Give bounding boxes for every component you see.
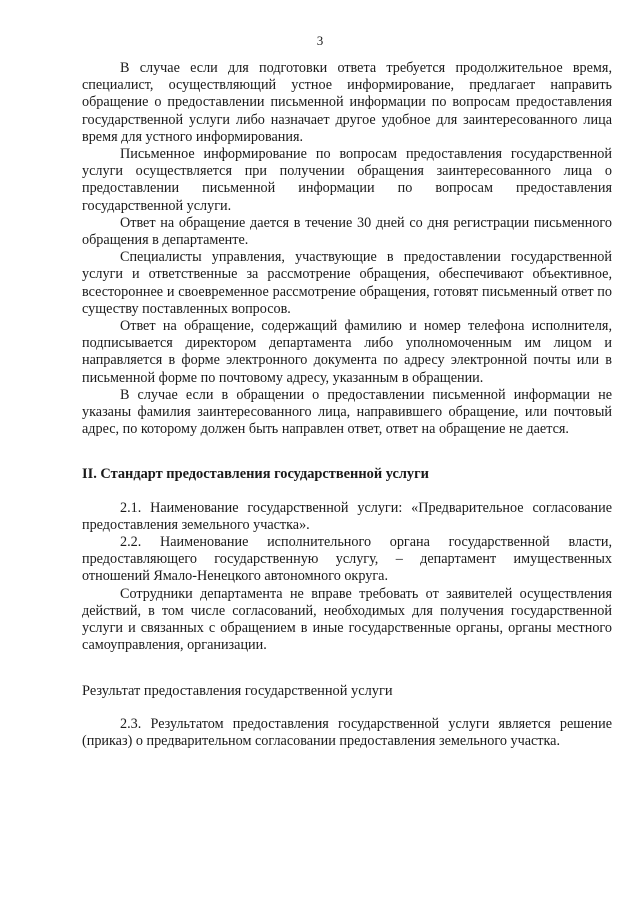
subsection-heading: Результат предоставления государственной услуги bbox=[82, 682, 393, 699]
paragraph: 2.3. Результатом предоставления государственной услуги является решение (приказ) о предварительном согласовании предоставления земельного участка. bbox=[82, 715, 612, 749]
section-heading: II. Стандарт предоставления государственной услуги bbox=[82, 466, 429, 483]
paragraph: Ответ на обращение дается в течение 30 дней со дня регистрации письменного обращения в департаменте. bbox=[82, 214, 612, 249]
paragraph: 2.1. Наименование государственной услуги: «Предварительное согласование предоставления земельного участка». bbox=[82, 499, 612, 533]
paragraph: В случае если в обращении о предоставлении письменной информации не указаны фамилия заинтересованного лица, направившего обращение, или почтовый адрес, по которому должен быть направлен ответ, ответ на обращение не дается. bbox=[82, 386, 612, 438]
paragraph: Сотрудники департамента не вправе требовать от заявителей осуществления действий, в том числе согласований, необходимых для получения государственной услуги и связанных с обращением в иные государственные органы, органы местного самоуправления, организации. bbox=[82, 585, 612, 654]
paragraph: 2.2. Наименование исполнительного органа государственной власти, предоставляющего государственную услугу, – департамент имущественных отношений Ямало-Ненецкого автономного округа. bbox=[82, 534, 612, 585]
page-number: 3 bbox=[316, 33, 324, 48]
paragraph: Специалисты управления, участвующие в предоставлении государственной услуги и ответственные за рассмотрение обращения, обеспечивают объективное, всестороннее и своевременное рассмотрение обращения, готовят письменный ответ по существу поставленных вопросов. bbox=[82, 249, 612, 317]
paragraph: Ответ на обращение, содержащий фамилию и номер телефона исполнителя, подписывается директором департамента либо уполномоченным им лицом и направляется в форме электронного документа по адресу электронной почты или в письменной форме по почтовому адресу, указанным в обращении. bbox=[82, 318, 612, 386]
document-body bbox=[82, 60, 612, 750]
paragraph: Письменное информирование по вопросам предоставления государственной услуги осуществляется при получении обращения заинтересованного лица о предоставлении письменной информации по вопросам предоставления государственной услуги. bbox=[82, 146, 612, 214]
paragraph: В случае если для подготовки ответа требуется продолжительное время, специалист, осуществляющий устное информирование, предлагает направить обращение о предоставлении письменной информации по вопросам предоставления государственной услуги либо назначает другое удобное для заинтересованного лица время для устного информирования. bbox=[82, 60, 612, 145]
